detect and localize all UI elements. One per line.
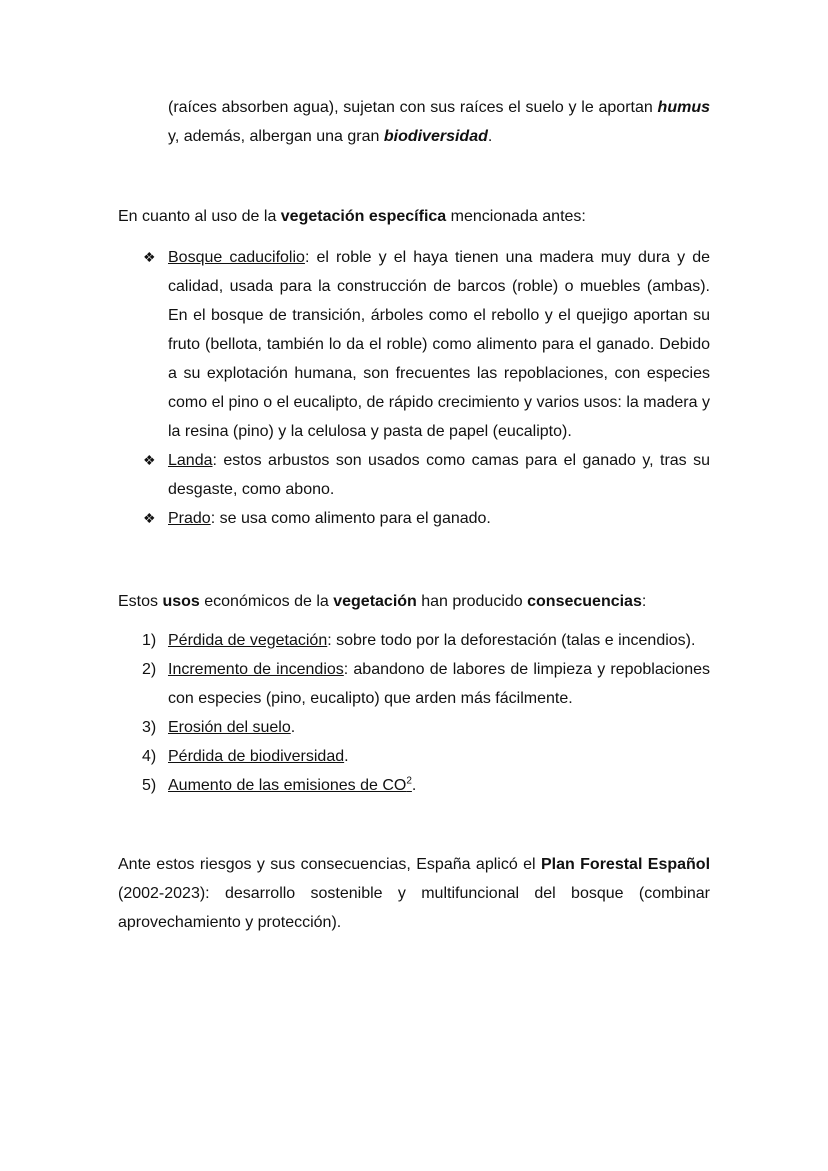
- vegetation-intro-text-2: mencionada antes:: [446, 208, 586, 225]
- consequence-term-text: Aumento de las emisiones de CO: [168, 777, 407, 794]
- intro-paragraph: [168, 93, 710, 151]
- vegetation-uses-list: [118, 243, 710, 533]
- intro-text-3: .: [487, 128, 493, 145]
- consequence-text: .: [344, 748, 349, 765]
- consequence-term: Pérdida de vegetación: [168, 632, 328, 649]
- list-number: 5): [142, 777, 157, 794]
- consequence-text: .: [290, 719, 296, 736]
- bullet-term: Landa: [168, 452, 213, 469]
- consequence-term: Incremento de incendios: [168, 661, 344, 678]
- intro-biodiversidad: biodiversidad: [383, 128, 488, 145]
- uses-intro-bold-usos: usos: [162, 593, 200, 610]
- consequences-list: [118, 626, 710, 800]
- consequence-term: Erosión del suelo: [168, 719, 291, 736]
- vegetation-intro-text-1: En cuanto al uso de la: [118, 208, 281, 225]
- uses-intro-text-4: :: [641, 593, 647, 610]
- consequence-term: Pérdida de biodiversidad: [168, 748, 345, 765]
- list-item: [118, 655, 710, 713]
- plan-forestal-paragraph: [118, 850, 710, 937]
- list-item: [118, 626, 710, 655]
- uses-intro-text-1: Estos: [118, 593, 163, 610]
- plan-text-1: Ante estos riesgos y sus consecuencias, España aplicó el: [118, 856, 541, 873]
- consequence-text: : sobre todo por la deforestación (talas e incendios).: [327, 632, 696, 649]
- bullet-term: Bosque caducifolio: [168, 249, 305, 266]
- uses-intro-bold-consecuencias: consecuencias: [527, 593, 642, 610]
- consequence-term: [168, 777, 412, 794]
- list-number: 3): [142, 719, 157, 736]
- list-item: [118, 243, 710, 446]
- uses-intro-text-2: económicos de la: [199, 593, 334, 610]
- uses-intro-text-3: han producido: [416, 593, 528, 610]
- intro-text-2: y, además, albergan una gran: [168, 128, 384, 145]
- list-item: [118, 446, 710, 504]
- list-item: [118, 742, 710, 771]
- bullet-text: : el roble y el haya tienen una madera muy dura y de calidad, usada para la construcción de barcos (roble) o muebles (ambas). En el bosque de transición, árboles como el rebollo y el quejigo aportan su fruto (bellota, también lo da el roble) como alimento para el ganado. Debido a su explotación humana, son frecuentes las repoblaciones, con especies como el pino o el eucalipto, de rápido crecimiento y varios usos: la madera y la resina (pino) y la celulosa y pasta de papel (eucalipto).: [168, 249, 710, 440]
- intro-text-1: (raíces absorben agua), sujetan con sus raíces el suelo y le aportan: [168, 99, 658, 116]
- uses-intro-bold-vegetacion: vegetación: [333, 593, 417, 610]
- list-item: [118, 771, 710, 800]
- plan-text-2: (2002-2023): desarrollo sostenible y multifuncional del bosque (combinar aprovechamiento y protección).: [118, 885, 710, 931]
- plan-bold: Plan Forestal Español: [540, 856, 711, 873]
- list-number: 2): [142, 661, 157, 678]
- intro-humus: humus: [657, 99, 710, 116]
- list-number: 4): [142, 748, 157, 765]
- vegetation-intro-paragraph: [118, 202, 710, 231]
- co2-subscript: 2: [406, 775, 412, 787]
- uses-intro-paragraph: [118, 587, 710, 616]
- list-item: [118, 713, 710, 742]
- consequence-text: : abandono de labores de limpieza y repoblaciones con especies (pino, eucalipto) que arden más fácilmente.: [168, 661, 710, 707]
- consequence-text: .: [411, 777, 417, 794]
- diamond-bullet-icon: ❖: [143, 510, 156, 526]
- bullet-term: Prado: [168, 510, 211, 527]
- diamond-bullet-icon: ❖: [143, 249, 156, 265]
- diamond-bullet-icon: ❖: [143, 452, 156, 468]
- vegetation-intro-bold: vegetación específica: [280, 208, 447, 225]
- bullet-text: : estos arbustos son usados como camas para el ganado y, tras su desgaste, como abono.: [168, 452, 710, 498]
- list-item: [118, 504, 710, 533]
- bullet-text: : se usa como alimento para el ganado.: [210, 510, 491, 527]
- list-number: 1): [142, 632, 157, 649]
